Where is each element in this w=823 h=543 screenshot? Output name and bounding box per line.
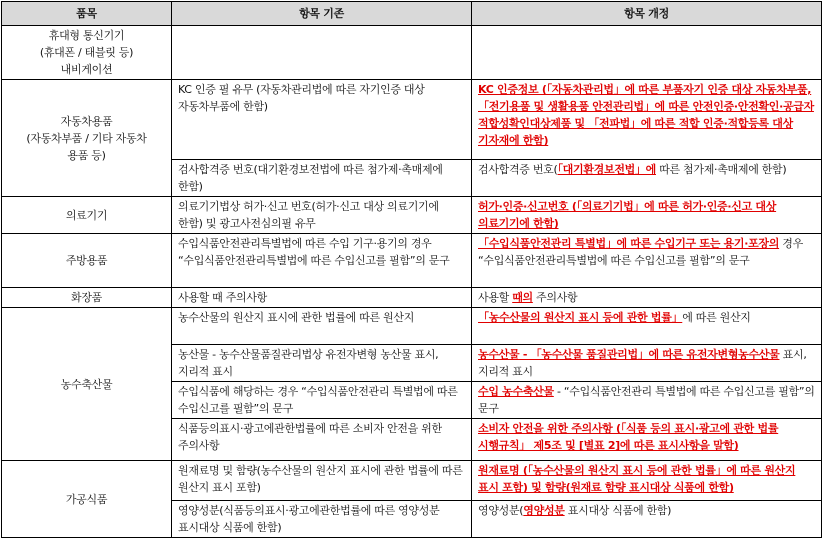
before-cell: 수입식품안전관리특별법에 따른 수입 기구·용기의 경우 “수입식품안전관리특별법에 따른 수입신고를 필함”의 문구 (172, 234, 472, 288)
before-cell: 농수산물의 원산지 표시에 관한 법률에 따른 원산지 (172, 308, 472, 345)
header-row (2, 2, 822, 26)
category-cell: 휴대형 통신기기 (휴대폰 / 태블릿 등) 내비게이션 (2, 26, 172, 80)
after-cell: KC 인증정보 (「자동차관리법」에 따른 부품자기 인증 대상 자동차부품, 「전기용품 및 생활용품 안전관리법」에 따른 안전인증·안전확인·공급자 적합성확인대상제품 및 「전파법」에 따른 적합 인증·적합등록 대상 기자재에 한함) (472, 80, 822, 160)
before-cell: 사용할 때 주의사항 (172, 288, 472, 308)
before-cell: KC 인증 필 유무 (자동차관리법에 따른 자기인증 대상 자동차부품에 한함) (172, 80, 472, 160)
before-cell: 원재료명 및 함량(농수산물의 원산지 표시에 관한 법률에 따른 원산지 표시 포함) (172, 461, 472, 501)
category-cell: 화장품 (2, 288, 172, 308)
table-row (2, 288, 822, 308)
table-row (2, 461, 822, 501)
table-row (2, 80, 822, 160)
after-cell: 원재료명 (「농수산물의 원산지 표시 등에 관한 법률」에 따른 원산지 표시 포함) 및 함량(원재료 함량 표시대상 식품에 한함) (472, 461, 822, 501)
header-after: 항목 개정 (472, 2, 822, 26)
before-cell: 영양성분(식품등의표시·광고에관한법률에 따른 영양성분 표시대상 식품에 한함) (172, 501, 472, 538)
after-cell: 영양성분(영양성분 표시대상 식품에 한함) (472, 501, 822, 538)
category-cell: 가공식품 (2, 461, 172, 538)
after-cell: 소비자 안전을 위한 주의사항 (「식품 등의 표시·광고에 관한 법률 시행규칙」 제5조 및 [별표 2]에 따른 표시사항을 말함) (472, 419, 822, 461)
after-cell: 「수입식품안전관리 특별법」에 따른 수입기구 또는 용기·포장의 경우 “수입식품안전관리특별법에 따른 수입신고를 필함”의 문구 (472, 234, 822, 288)
header-category: 품목 (2, 2, 172, 26)
before-cell: 식품등의표시·광고에관한법률에 따른 소비자 안전을 위한 주의사항 (172, 419, 472, 461)
after-cell: 검사합격증 번호(「대기환경보전법」에 따른 첨가제·촉매제에 한함) (472, 160, 822, 197)
after-cell: 「농수산물의 원산지 표시 등에 관한 법률」에 따른 원산지 (472, 308, 822, 345)
before-cell (172, 26, 472, 80)
comparison-table (1, 1, 822, 538)
category-cell: 의료기기 (2, 197, 172, 234)
after-cell: 농수산물 - 「농수산물 품질관리법」에 따른 유전자변형농수산물 표시, 지리적 표시 (472, 345, 822, 382)
table-row (2, 26, 822, 80)
category-cell: 농수축산물 (2, 308, 172, 461)
after-cell: 수입 농수축산물 - “수입식품안전관리 특별법에 따른 수입신고를 필함”의 문구 (472, 382, 822, 419)
before-cell: 검사합격증 번호(대기환경보전법에 따른 첨가제·촉매제에 한함) (172, 160, 472, 197)
after-cell (472, 26, 822, 80)
table-row (2, 308, 822, 345)
after-cell: 허가·인증·신고번호 (「의료기기법」에 따른 허가·인증·신고 대상 의료기기에 한함) (472, 197, 822, 234)
table-row (2, 197, 822, 234)
after-cell: 사용할 때의 주의사항 (472, 288, 822, 308)
before-cell: 수입식품에 해당하는 경우 “수입식품안전관리 특별법에 따른 수입신고를 필함”의 문구 (172, 382, 472, 419)
before-cell: 의료기기법상 허가·신고 번호(허가·신고 대상 의료기기에 한함) 및 광고사전심의필 유무 (172, 197, 472, 234)
table-row (2, 234, 822, 288)
before-cell: 농산물 - 농수산물품질관리법상 유전자변형 농산물 표시, 지리적 표시 (172, 345, 472, 382)
category-cell: 자동차용품 (자동차부품 / 기타 자동차 용품 등) (2, 80, 172, 197)
header-before: 항목 기존 (172, 2, 472, 26)
category-cell: 주방용품 (2, 234, 172, 288)
